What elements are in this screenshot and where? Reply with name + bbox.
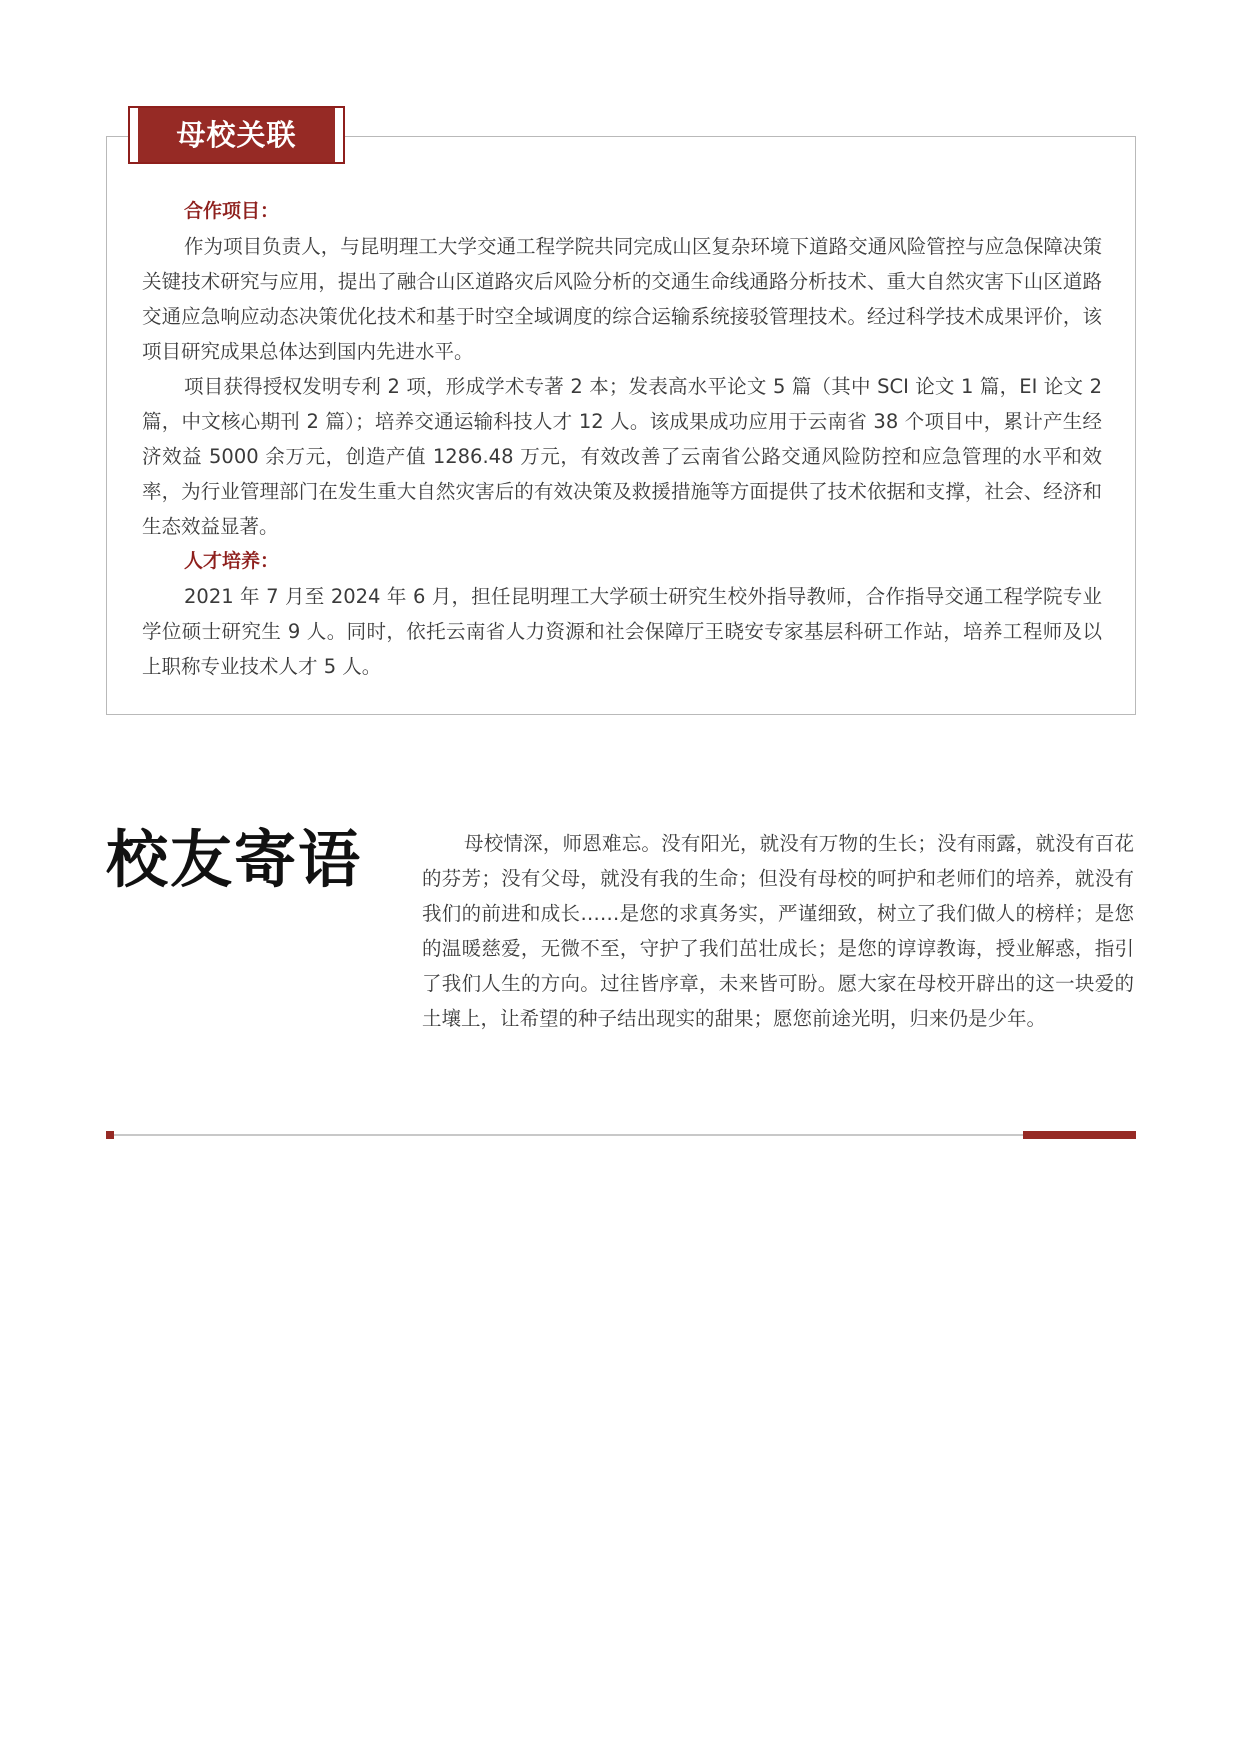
talent-paragraph: 2021 年 7 月至 2024 年 6 月，担任昆明理工大学硕士研究生校外指导教师，合作指导交通工程学院专业学位硕士研究生 9 人。同时，依托云南省人力资源和社会保障厅王晓安专家基层科研工作站，培养工程师及以上职称专业技术人才 5 人。 [142,585,1102,678]
divider-line [114,1134,1023,1136]
section-tab-label: 母校关联 [138,108,335,162]
alma-mater-content [142,194,1102,684]
alumni-message-title: 校友寄语 [106,823,363,896]
divider-accent-bar [1023,1131,1136,1139]
alumni-message-text: 母校情深，师恩难忘。没有阳光，就没有万物的生长；没有雨露，就没有百花的芬芳；没有父母，就没有我的生命；但没有母校的呵护和老师们的培养，就没有我们的前进和成长……是您的求真务实，严谨细致，树立了我们做人的榜样；是您的温暖慈爱，无微不至，守护了我们茁壮成长；是您的谆谆教诲，授业解惑，指引了我们人生的方向。过往皆序章，未来皆可盼。愿大家在母校开辟出的这一块爱的土壤上，让希望的种子结出现实的甜果；愿您前途光明，归来仍是少年。 [422,832,1134,1030]
cooperation-paragraph: 作为项目负责人，与昆明理工大学交通工程学院共同完成山区复杂环境下道路交通风险管控与应急保障决策关键技术研究与应用，提出了融合山区道路灾后风险分析的交通生命线通路分析技术、重大自然灾害下山区道路交通应急响应动态决策优化技术和基于时空全域调度的综合运输系统接驳管理技术。经过科学技术成果评价，该项目研究成果总体达到国内先进水平。 [142,235,1102,363]
divider-dot [106,1131,114,1139]
cooperation-paragraph: 项目获得授权发明专利 2 项，形成学术专著 2 本；发表高水平论文 5 篇（其中 SCI 论文 1 篇，EI 论文 2 篇，中文核心期刊 2 篇）；培养交通运输科技人才 12 人。该成果成功应用于云南省 38 个项目中，累计产生经济效益 5000 余万元，创造产值 1286.48 万元，有效改善了云南省公路交通风险防控和应急管理的水平和效率，为行业管理部门在发生重大自然灾害后的有效决策及救援措施等方面提供了技术依据和支撑，社会、经济和生态效益显著。 [142,375,1102,538]
cooperation-heading: 合作项目： [184,200,280,222]
section-divider [106,1128,1136,1140]
section-tab-frame [128,106,345,164]
talent-heading: 人才培养： [184,550,280,572]
